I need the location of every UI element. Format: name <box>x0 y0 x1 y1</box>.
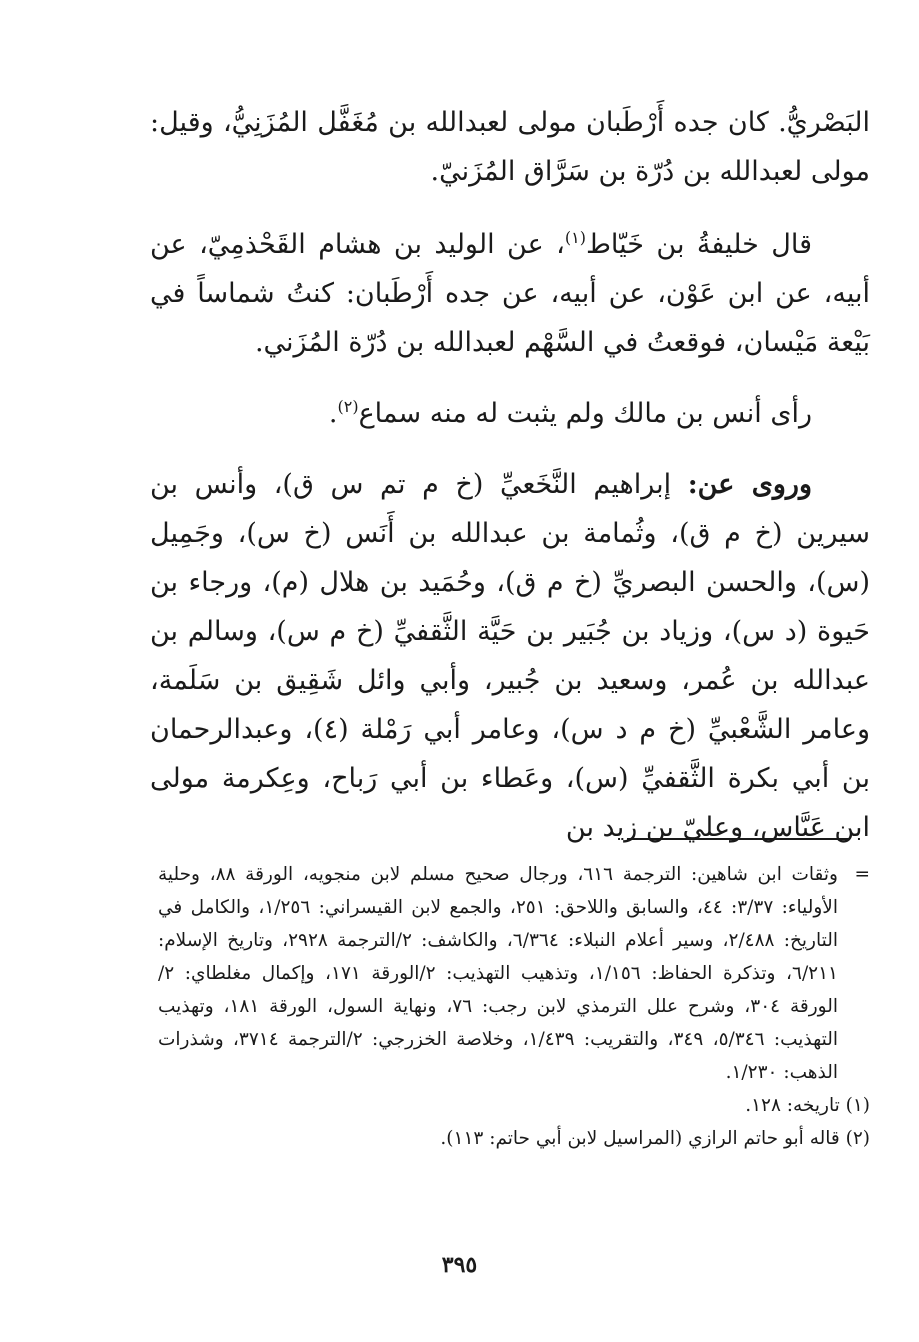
paragraph-anas-end: . <box>328 398 338 429</box>
footnote-continuation-text: وثقات ابن شاهين: الترجمة ٦١٦، ورجال صحيح مسلم لابن منجويه، الورقة ٨٨، وحلية الأولياء: ٣/٣٧: ٤٤، والسابق واللاحق: ٢٥١، والجمع لابن القيسراني: ١/٢٥٦، والكامل في التاريخ: ٢/٤٨٨، وسير أعلام النبلاء: ٦/٣٦٤، والكاشف: ٢/الترجمة ٢٩٢٨، وتاريخ الإسلام: ٦/٢١١، وتذكرة الحفاظ: ١/١٥٦، وتذهيب التهذيب: ٢/الورقة ١٧١، وإكمال مغلطاي: ٢/الورقة ٣٠٤، وشرح علل الترمذي لابن رجب: ٧٦، ونهاية السول، الورقة ١٨١، وتهذيب التهذيب: ٥/٣٤٦، ٣٤٩، والتقريب: ١/٤٣٩، وخلاصة الخزرجي: ٢/الترجمة ٣٧١٤، وشذرات الذهب: ١/٢٣٠. <box>158 864 838 1083</box>
page-number: ٣٩٥ <box>441 1252 478 1278</box>
footnote-ref-1[interactable]: (١) <box>564 228 586 247</box>
continuation-marker: = <box>854 864 870 885</box>
footnote-2-text: (٢) قاله أبو حاتم الرازي (المراسيل لابن أبي حاتم: ١١٣). <box>440 1128 870 1149</box>
narrated-from-heading: وروى عن: <box>687 469 812 500</box>
footnote-2 <box>158 1122 870 1155</box>
paragraph-anas-note <box>150 389 870 438</box>
paragraph-lineage-text: البَصْريُّ. كان جده أَرْطَبان مولى لعبدالله بن مُغَفَّل المُزَنِيُّ، وقيل: مولى لعبدالله بن دُرّة بن سَرَّاق المُزَنيّ. <box>150 107 870 187</box>
main-text <box>150 98 870 852</box>
footnote-1 <box>158 1089 870 1122</box>
paragraph-narrated-from <box>150 460 870 852</box>
footnote-separator <box>627 838 849 840</box>
footnote-continuation <box>158 858 870 1089</box>
paragraph-anas-text: رأى أنس بن مالك ولم يثبت له منه سماع <box>358 398 812 429</box>
paragraph-khalifa-report <box>150 220 870 367</box>
footnote-1-text: (١) تاريخه: ١٢٨. <box>745 1095 870 1116</box>
footnote-ref-2[interactable]: (٢) <box>337 397 359 416</box>
footnotes <box>158 858 870 1155</box>
paragraph-lineage <box>150 98 870 196</box>
paragraph-khalifa-rest: ، عن الوليد بن هشام القَحْذمِيّ، عن أبيه، عن ابن عَوْن، عن أبيه، عن جده أَرْطَبان: كنتُ شماساً في بَيْعة مَيْسان، فوقعتُ في السَّهْم لعبدالله بن دُرّة المُزَني. <box>150 229 870 358</box>
paragraph-khalifa-lead: قال خليفةُ بن خَيّاط <box>585 229 813 260</box>
narrated-from-list: إبراهيم النَّخَعيِّ (خ م تم س ق)، وأنس بن سيرين (خ م ق)، وثُمامة بن عبدالله بن أَنَس (خ س)، وجَمِيل (س)، والحسن البصريِّ (خ م ق)، وحُمَيد بن هلال (م)، ورجاء بن حَيوة (د س)، وزياد بن جُبَير بن حَيَّة الثَّقفيِّ (خ م س)، وسالم بن عبدالله بن عُمر، وسعيد بن جُبير، وأبي وائل شَقِيق بن سَلَمة، وعامر الشَّعْبيِّ (خ م د س)، وعامر أبي رَمْلة (٤)، وعبدالرحمان بن أبي بكرة الثَّقفيِّ (س)، وعَطاء بن أبي رَباح، وعِكرمة مولى ابن عَبَّاس، وعليّ بن زيد بن <box>150 469 870 843</box>
